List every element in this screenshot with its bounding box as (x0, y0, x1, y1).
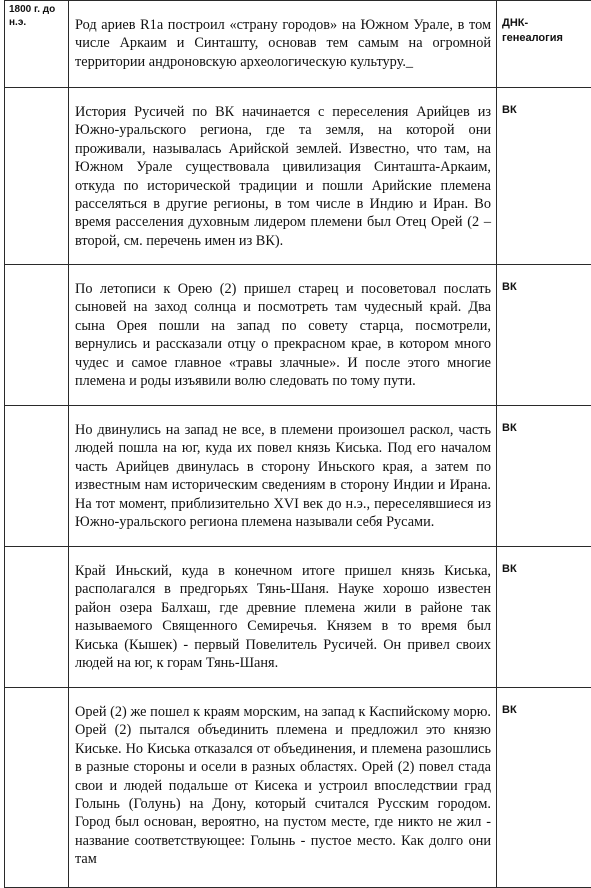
source-cell: ДНК-генеалогия (497, 1, 591, 88)
date-cell (5, 688, 69, 888)
text-cell (69, 88, 497, 265)
chronology-table (4, 0, 591, 888)
table-row (5, 688, 591, 888)
source-cell: ВК (497, 547, 591, 688)
date-cell (5, 265, 69, 406)
date-cell (5, 547, 69, 688)
source-cell: ВК (497, 406, 591, 547)
text-cell (69, 265, 497, 406)
paragraph: Край Иньский, куда в конечном итоге пришел князь Киська, располагался в предгорьях Тянь-Шаня. Науке хорошо известен район озера Балхаш, где древние племена жили в районе так называемого Священного Семиречья. Князем в то время был Киська (Кышек) - первый Повелитель Русичей. Он привел своих людей на юг, к горам Тянь-Шаня. (75, 562, 491, 672)
table-row (5, 547, 591, 688)
date-cell (5, 406, 69, 547)
date-cell: 1800 г. до н.э. (5, 1, 69, 88)
table-row (5, 406, 591, 547)
paragraph: По летописи к Орею (2) пришел старец и посоветовал послать сыновей на заход солнца и посмотреть там чудесный край. Два сына Орея пошли на запад по совету старца, посмотрели, вернулись и рассказали отцу о прекрасном крае, в котором много чудес и самое главное «травы злачные». И после этого многие племена и роды изъявили волю следовать по тому пути. (75, 280, 491, 390)
table-row (5, 1, 591, 88)
source-cell: ВК (497, 88, 591, 265)
date-cell (5, 88, 69, 265)
paragraph: Но двинулись на запад не все, в племени произошел раскол, часть людей пошла на юг, куда их повел князь Киська. Под его началом часть Арийцев двинулась в сторону Иньского края, а затем по известным нам историческим сведениям в сторону Индии и Ирана. На тот момент, приблизительно XVI век до н.э., переселявшиеся из Южно-уральского региона племена называли себя Русами. (75, 421, 491, 531)
paragraph: История Русичей по ВК начинается с переселения Арийцев из Южно-уральского региона, где та земля, на которой они проживали, называлась Арийской землей. Известно, что там, на Южном Урале существовала цивилизация Синташта-Аркаим, откуда по исторической традиции и пошли Арийские племена расселяться в другие регионы, в том числе в Индию и Иран. Во время расселения духовным лидером племени был Отец Орей (2 – второй, см. перечень имен из ВК). (75, 103, 491, 250)
text-cell (69, 406, 497, 547)
paragraph: Орей (2) же пошел к краям морским, на запад к Каспийскому морю. Орей (2) пытался объединить племена и предложил это князю Киське. Но Киська отказался от объединения, и племена разошлись в разные стороны и осели в разных областях. Орей (2) повел стада свои и людей подальше от Кисека и устроил впоследствии град Голынь (Голунь) на Дону, который считался Русским городом. Город был основан, вероятно, на пустом месте, где никто не жил - название соответствующее: Голынь - пустое место. Как долго они там (75, 703, 491, 869)
text-cell (69, 547, 497, 688)
text-cell (69, 1, 497, 88)
text-cell (69, 688, 497, 888)
paragraph: Род ариев R1a построил «страну городов» на Южном Урале, в том числе Аркаим и Синташту, основав тем самым на огромной территории андроновскую археологическую культуру._ (75, 16, 491, 71)
table-row (5, 265, 591, 406)
table-row (5, 88, 591, 265)
source-cell: ВК (497, 688, 591, 888)
source-cell: ВК (497, 265, 591, 406)
